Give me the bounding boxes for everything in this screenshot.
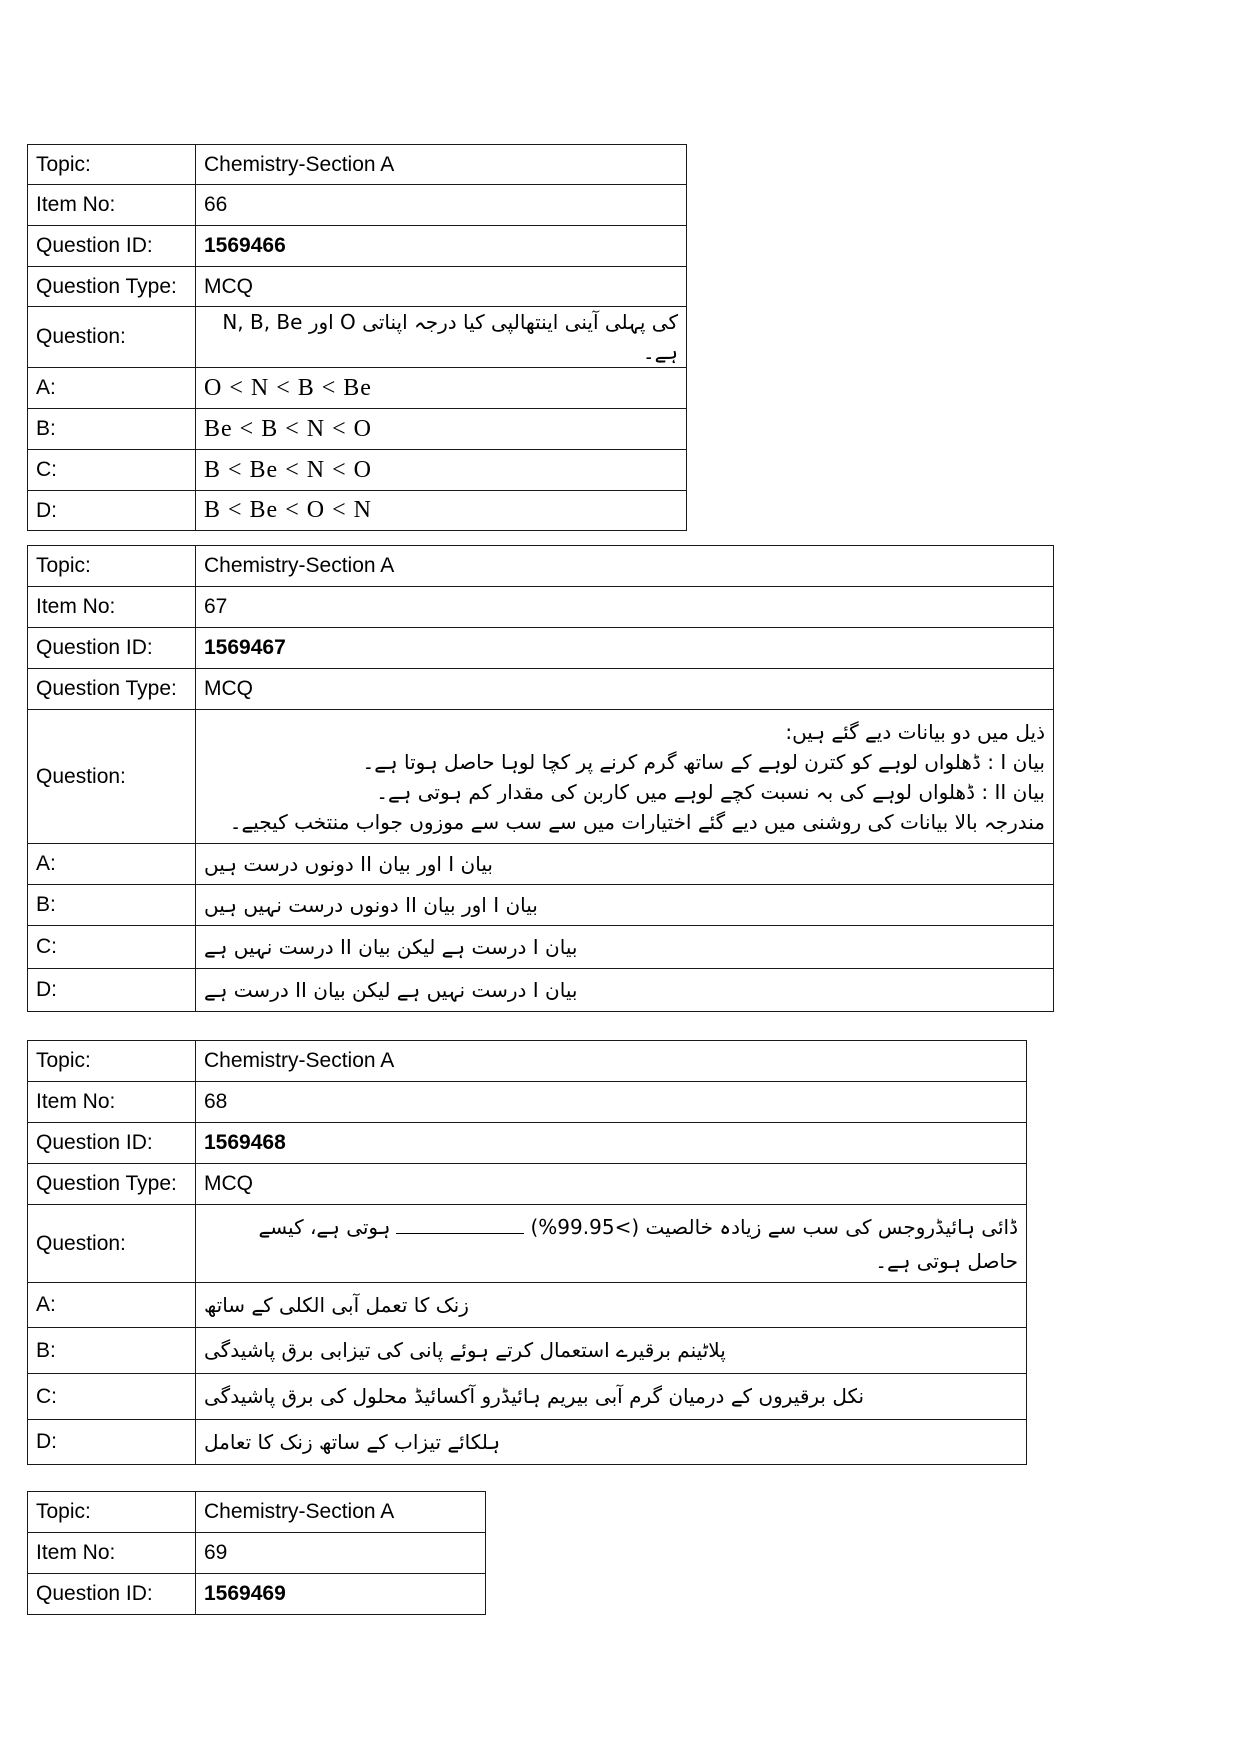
question-label: Question: [28,307,196,368]
option-b-label: B: [28,1328,196,1374]
question-type-value: MCQ [196,669,1054,710]
topic-label: Topic: [28,145,196,185]
table-row [28,669,1054,710]
table-row [28,1374,1027,1420]
option-d-label: D: [28,1420,196,1465]
item-no-value: 68 [196,1082,1027,1123]
topic-label: Topic: [28,546,196,587]
table-row [28,1283,1027,1328]
question-type-value: MCQ [196,267,687,307]
table-row [28,185,687,226]
option-d-label: D: [28,491,196,531]
option-c-text: B < Be < N < O [196,450,687,491]
item-no-value: 67 [196,587,1054,628]
option-d-text: ہلکائے تیزاب کے ساتھ زنک کا تعامل [204,1429,501,1454]
option-b-label: B: [28,885,196,926]
question-label: Question: [28,710,196,844]
option-a-label: A: [28,844,196,885]
question-table-69 [27,1491,486,1615]
option-a-label: A: [28,1283,196,1328]
table-row [28,844,1054,885]
table-row [28,1328,1027,1374]
table-row [28,491,687,531]
topic-label: Topic: [28,1492,196,1533]
table-row [28,969,1054,1012]
option-d-label: D: [28,969,196,1012]
question-table-66 [27,144,687,531]
option-b-label: B: [28,409,196,450]
table-row [28,1082,1027,1123]
option-c-label: C: [28,450,196,491]
topic-value: Chemistry-Section A [196,546,1054,587]
option-c-text: بیان I درست ہے لیکن بیان II درست نہیں ہے [204,934,578,959]
topic-value: Chemistry-Section A [196,145,687,185]
topic-value: Chemistry-Section A [196,1492,486,1533]
table-row [28,145,687,185]
table-row [28,267,687,307]
table-row [28,368,687,409]
item-no-label: Item No: [28,1533,196,1574]
question-label: Question: [28,1205,196,1283]
table-row [28,1041,1027,1082]
table-row [28,587,1054,628]
table-row [28,1420,1027,1465]
question-id-value: 1569468 [204,1131,286,1154]
table-row [28,1574,486,1615]
item-no-label: Item No: [28,1082,196,1123]
question-table-68 [27,1040,1027,1465]
question-id-value: 1569466 [204,234,286,257]
option-d-text: بیان I درست نہیں ہے لیکن بیان II درست ہے [204,977,578,1002]
table-row [28,885,1054,926]
option-b-text: Be < B < N < O [196,409,687,450]
item-no-label: Item No: [28,185,196,226]
question-type-label: Question Type: [28,1164,196,1205]
option-a-label: A: [28,368,196,409]
question-text [196,1205,1027,1283]
table-row [28,710,1054,844]
question-id-label: Question ID: [28,628,196,669]
option-b-text: پلاٹینم برقیرے استعمال کرتے ہوئے پانی کی تیزابی برق پاشیدگی [204,1338,726,1362]
question-id-value: 1569467 [204,636,286,659]
question-type-value: MCQ [196,1164,1027,1205]
topic-label: Topic: [28,1041,196,1082]
question-id-label: Question ID: [28,226,196,267]
option-a-text: زنک کا تعمل آبی الکلی کے ساتھ [204,1292,469,1317]
table-row [28,1492,486,1533]
item-no-label: Item No: [28,587,196,628]
table-row [28,1533,486,1574]
answer-blank [396,1232,524,1234]
question-id-label: Question ID: [28,1574,196,1615]
table-row [28,926,1054,969]
question-type-label: Question Type: [28,669,196,710]
table-row [28,1205,1027,1283]
question-part-1: ڈائی ہائیڈروجس کی سب سے زیادہ خالصیت (>99.95%) [530,1214,1018,1239]
question-type-label: Question Type: [28,267,196,307]
question-id-label: Question ID: [28,1123,196,1164]
table-row [28,450,687,491]
question-text: N, B, Be اور O کی پہلی آینی اینتھالپی کیا درجہ اپناتی ہے۔ [196,307,687,368]
table-row [28,409,687,450]
option-d-text: B < Be < O < N [196,491,687,531]
table-row [28,307,687,368]
table-row [28,546,1054,587]
question-part-2: ہوتی ہے، کیسے حاصل ہوتی ہے۔ [258,1214,1018,1273]
question-line: ذیل میں دو بیانات دیے گئے ہیں: [785,719,1045,744]
question-id-value: 1569469 [204,1582,286,1605]
table-row [28,628,1054,669]
table-row [28,226,687,267]
option-a-text: O < N < B < Be [196,368,687,409]
option-c-text: نکل برقیروں کے درمیان گرم آبی بیریم ہائیڈرو آکسائیڈ محلول کی برق پاشیدگی [204,1384,865,1408]
item-no-value: 69 [196,1533,486,1574]
option-b-text: بیان I اور بیان II دونوں درست نہیں ہیں [204,892,538,917]
option-c-label: C: [28,926,196,969]
option-c-label: C: [28,1374,196,1420]
question-table-67 [27,545,1054,1012]
table-row [28,1164,1027,1205]
question-line: مندرجہ بالا بیانات کی روشنی میں دیے گئے اختیارات میں سے سب سے موزوں جواب منتخب کیجیے۔ [229,809,1045,834]
item-no-value: 66 [196,185,687,226]
option-a-text: بیان I اور بیان II دونوں درست ہیں [204,851,493,876]
question-line: بیان II : ڈھلواں لوہے کی بہ نسبت کچے لوہے میں کاربن کی مقدار کم ہوتی ہے۔ [376,779,1045,804]
question-text [196,710,1054,844]
question-line: بیان I : ڈھلواں لوہے کو کترن لوہے کے ساتھ گرم کرنے پر کچا لوہا حاصل ہوتا ہے۔ [362,749,1045,774]
topic-value: Chemistry-Section A [196,1041,1027,1082]
table-row [28,1123,1027,1164]
